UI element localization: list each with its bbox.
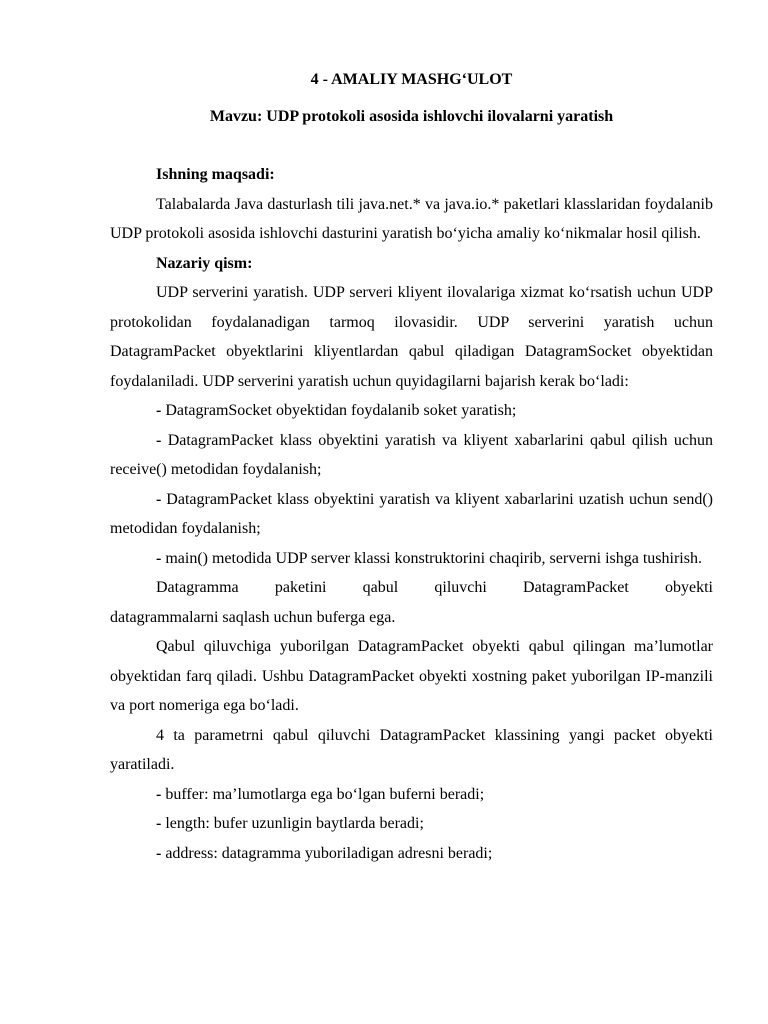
param-item <box>110 780 713 810</box>
step-text: DatagramPacket klass obyektini yaratish va kliyent xabarlarini uzatish uchun send() metodidan foydalanish; <box>110 490 713 537</box>
step-item <box>110 396 713 426</box>
buffer-paragraph-line2: datagrammalarni saqlash uchun buferga ega. <box>110 608 396 626</box>
step-item <box>110 426 713 485</box>
step-text: DatagramPacket klass obyektini yaratish va kliyent xabarlarini qabul qilish uchun receive() metodidan foydalanish; <box>110 431 713 478</box>
theory-intro-paragraph: UDP serverini yaratish. UDP serveri kliyent ilovalariga xizmat ko‘rsatish uchun UDP protokolidan foydalanadigan tarmoq ilovasidir. UDP serverini yaratish uchun DatagramPacket obyektlarini kliyentlardan qabul qiladigan DatagramSocket obyektidan foydalaniladi. UDP serverini yaratish uchun quyidagilarni bajarish kerak bo‘ladi: <box>110 284 713 390</box>
document-topic: Mavzu: UDP protokoli asosida ishlovchi ilovalarni yaratish <box>209 108 614 125</box>
dash-marker: - <box>156 490 162 508</box>
goal-paragraph: Talabalarda Java dasturlash tili java.net.* va java.io.* paketlari klasslaridan foydalanib UDP protokoli asosida ishlovchi dasturini yaratish bo‘yicha amaliy ko‘nikmalar hosil qilish. <box>110 195 713 242</box>
step-item <box>110 485 713 544</box>
params-paragraph: 4 ta parametrni qabul qiluvchi DatagramPacket klassining yangi packet obyekti yaratiladi. <box>110 726 713 773</box>
step-item <box>110 544 713 574</box>
step-text: main() metodida UDP server klassi konstruktorini chaqirib, serverni ishga tushirish. <box>161 549 702 567</box>
document-title: 4 - AMALIY MASHG‘ULOT <box>310 71 513 88</box>
dash-marker: - <box>156 815 162 832</box>
difference-paragraph: Qabul qiluvchiga yuborilgan DatagramPacket obyekti qabul qilingan ma’lumotlar obyektidan farq qiladi. Ushbu DatagramPacket obyekti xostning paket yuborilgan IP-manzili va port nomeriga ega bo‘ladi. <box>110 638 713 714</box>
param-item <box>110 839 713 869</box>
document-page <box>110 66 713 868</box>
step-text: DatagramSocket obyektidan foydalanib soket yaratish; <box>161 402 517 419</box>
dash-marker: - <box>156 402 162 419</box>
dash-marker: - <box>156 785 162 803</box>
dash-marker: - <box>156 431 162 449</box>
goal-heading: Ishning maqsadi: <box>156 166 275 183</box>
param-text: address: datagramma yuboriladigan adresni beradi; <box>161 844 493 862</box>
dash-marker: - <box>156 549 162 567</box>
param-text: buffer: ma’lumotlarga ega bo‘lgan buferni beradi; <box>161 785 485 803</box>
param-text: length: bufer uzunligin baytlarda beradi; <box>161 815 424 832</box>
dash-marker: - <box>156 844 162 862</box>
theory-heading: Nazariy qism: <box>156 254 253 272</box>
param-item <box>110 809 713 839</box>
buffer-paragraph-line1: Datagramma paketini qabul qiluvchi DatagramPacket obyekti <box>156 579 713 596</box>
